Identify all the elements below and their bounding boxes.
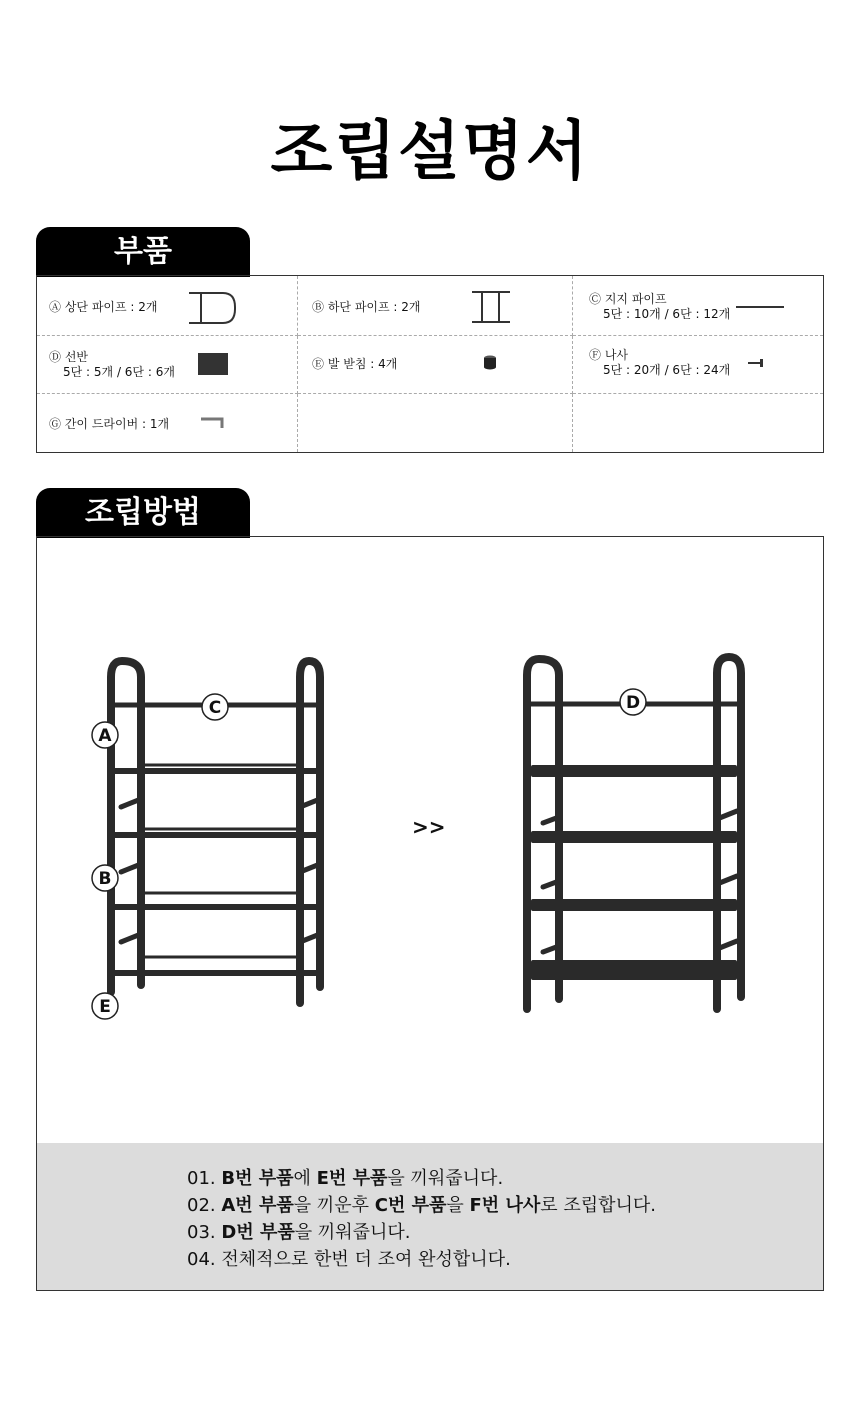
part-name: 상단 파이프 : 2개 bbox=[64, 300, 158, 314]
step-text: 을 bbox=[446, 1195, 470, 1216]
assembly-box bbox=[36, 536, 824, 1291]
shelf-icon bbox=[197, 352, 229, 376]
part-detail: 5단 : 10개 / 6단 : 12개 bbox=[603, 307, 731, 321]
step-part-highlight: E번 부품 bbox=[316, 1168, 388, 1189]
part-f-cell bbox=[573, 336, 823, 394]
step-number: 03. bbox=[187, 1222, 216, 1243]
label-d-text: D bbox=[625, 693, 641, 713]
screw-icon bbox=[747, 358, 765, 368]
step-part-highlight: D번 부품 bbox=[221, 1222, 295, 1243]
empty-cell bbox=[573, 394, 823, 452]
instructions-panel bbox=[37, 1143, 823, 1290]
part-detail: 5단 : 20개 / 6단 : 24개 bbox=[603, 363, 731, 377]
part-g-label bbox=[49, 417, 169, 432]
part-marker: Ⓔ bbox=[312, 357, 325, 371]
parts-table bbox=[36, 275, 824, 453]
part-name: 발 받침 : 4개 bbox=[327, 357, 398, 371]
parts-tab-label: 부품 bbox=[36, 227, 250, 277]
part-d-cell bbox=[37, 336, 298, 394]
part-name: 나사 bbox=[604, 348, 629, 362]
page-title: 조립설명서 bbox=[270, 115, 590, 189]
instruction-step bbox=[187, 1165, 656, 1192]
part-c-cell bbox=[573, 276, 823, 336]
part-a-label bbox=[49, 300, 158, 315]
top-pipe-icon bbox=[185, 290, 241, 326]
next-step-arrow: >> bbox=[412, 815, 446, 839]
part-e-label bbox=[312, 357, 397, 372]
part-b-label bbox=[312, 300, 421, 315]
step-text: 을 끼워줍니다. bbox=[387, 1168, 504, 1189]
part-detail: 5단 : 5개 / 6단 : 6개 bbox=[63, 365, 175, 379]
part-marker: Ⓒ bbox=[589, 292, 602, 306]
step-text: 을 끼운후 bbox=[293, 1195, 375, 1216]
empty-cell bbox=[298, 394, 573, 452]
step-part-highlight: C번 부품 bbox=[374, 1195, 447, 1216]
part-marker: Ⓐ bbox=[49, 300, 62, 314]
label-b-text: B bbox=[98, 869, 112, 889]
part-marker: Ⓓ bbox=[49, 350, 62, 364]
part-d-label bbox=[49, 350, 175, 380]
instruction-step bbox=[187, 1192, 656, 1219]
step-text: 로 조립합니다. bbox=[540, 1195, 657, 1216]
label-e-text: E bbox=[99, 997, 111, 1017]
part-b-cell bbox=[298, 276, 573, 336]
support-pipe-icon bbox=[735, 304, 785, 310]
assembly-illustration bbox=[37, 537, 823, 1143]
foot-cap-icon bbox=[482, 354, 498, 370]
part-name: 간이 드라이버 : 1개 bbox=[64, 417, 170, 431]
bottom-pipe-icon bbox=[468, 288, 514, 326]
label-a-text: A bbox=[98, 726, 112, 746]
part-a-cell bbox=[37, 276, 298, 336]
instruction-step bbox=[187, 1219, 656, 1246]
label-c-text: C bbox=[208, 698, 222, 718]
part-g-cell bbox=[37, 394, 298, 452]
part-name: 지지 파이프 bbox=[604, 292, 667, 306]
part-name: 선반 bbox=[64, 350, 89, 364]
step-text: 을 끼워줍니다. bbox=[294, 1222, 411, 1243]
step-number: 02. bbox=[187, 1195, 216, 1216]
part-f-label bbox=[589, 348, 730, 378]
part-marker: Ⓖ bbox=[49, 417, 62, 431]
step-text: 전체적으로 한번 더 조여 완성합니다. bbox=[221, 1249, 511, 1270]
step-part-highlight: F번 나사 bbox=[469, 1195, 541, 1216]
part-e-cell bbox=[298, 336, 573, 394]
part-marker: Ⓑ bbox=[312, 300, 325, 314]
hex-key-icon bbox=[199, 416, 227, 430]
step-part-highlight: A번 부품 bbox=[221, 1195, 294, 1216]
instruction-step bbox=[187, 1246, 656, 1273]
step-part-highlight: B번 부품 bbox=[221, 1168, 294, 1189]
instruction-steps bbox=[187, 1165, 656, 1273]
step-number: 01. bbox=[187, 1168, 216, 1189]
part-name: 하단 파이프 : 2개 bbox=[327, 300, 421, 314]
step-number: 04. bbox=[187, 1249, 216, 1270]
assembly-tab-label: 조립방법 bbox=[36, 488, 250, 538]
part-c-label bbox=[589, 292, 730, 322]
step-text: 에 bbox=[293, 1168, 317, 1189]
part-marker: Ⓕ bbox=[589, 348, 602, 362]
